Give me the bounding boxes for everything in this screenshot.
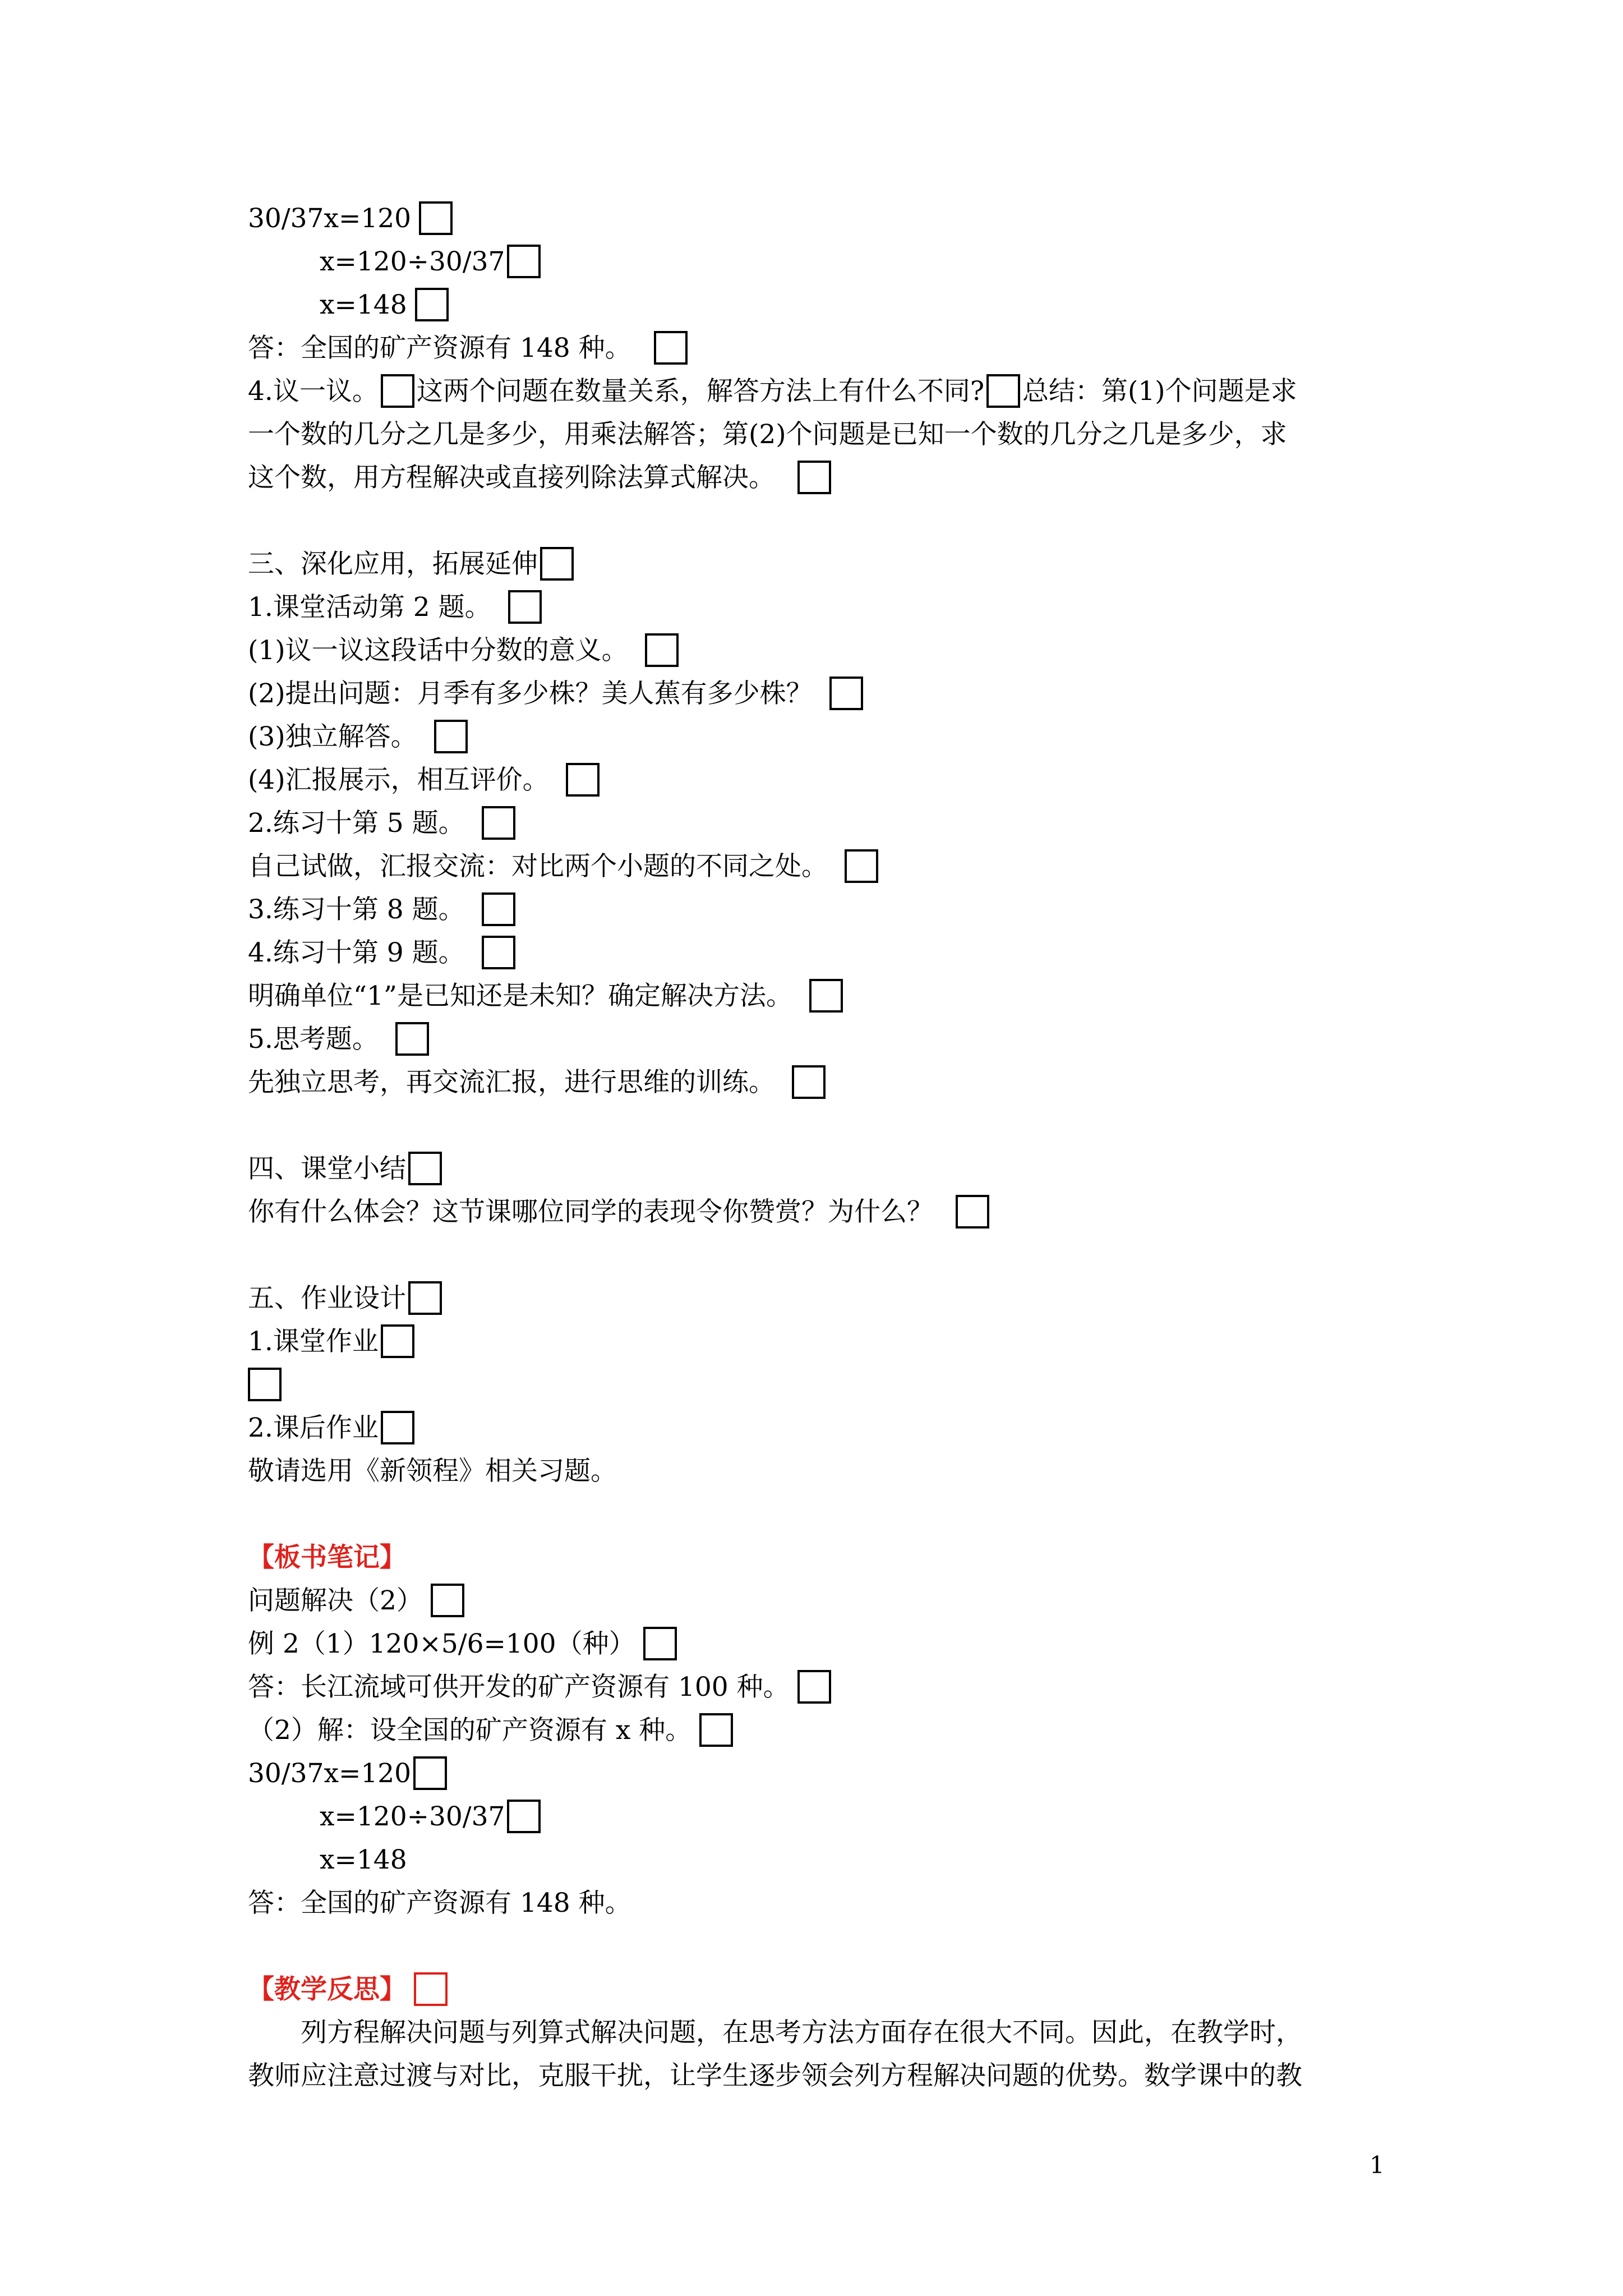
list-item: (2)提出问题：月季有多少株？美人蕉有多少株？ <box>248 673 863 715</box>
checkbox[interactable] <box>956 1195 989 1228</box>
checkbox[interactable] <box>797 1670 831 1704</box>
checkbox[interactable] <box>381 1411 414 1444</box>
list-item: 1.课堂活动第 2 题。 <box>248 586 542 629</box>
reflection-heading: 【教学反思】 <box>248 1974 406 2005</box>
section-heading: 五、作业设计 <box>248 1277 444 1320</box>
list-item: 2.练习十第 5 题。 <box>248 802 515 845</box>
board-line: 问题解决（2） <box>248 1580 464 1622</box>
list-item: 敬请选用《新领程》相关习题。 <box>248 1456 617 1487</box>
list-item: (4)汇报展示，相互评价。 <box>248 759 600 802</box>
section-heading: 四、课堂小结 <box>248 1148 444 1190</box>
board-line: 答：全国的矿产资源有 148 种。 <box>248 1888 631 1918</box>
reflection-heading-line <box>248 1968 448 2011</box>
equation-line: 30/37x=120 <box>248 197 453 240</box>
list-item: 先独立思考，再交流汇报，进行思维的训练。 <box>248 1061 826 1104</box>
board-notes-heading: 【板书笔记】 <box>248 1542 406 1573</box>
list-item: 1.课堂作业 <box>248 1320 417 1363</box>
checkbox[interactable] <box>248 1368 282 1401</box>
checkbox[interactable] <box>845 849 878 883</box>
list-item: 自己试做，汇报交流：对比两个小题的不同之处。 <box>248 845 878 888</box>
section-heading: 三、深化应用，拓展延伸 <box>248 543 576 586</box>
equation-line: x=148 <box>320 284 449 326</box>
checkbox[interactable] <box>699 1713 733 1747</box>
checkbox[interactable] <box>809 979 843 1013</box>
checkbox[interactable] <box>566 763 600 797</box>
list-item: 4.练习十第 9 题。 <box>248 932 515 974</box>
checkbox[interactable] <box>482 892 515 926</box>
equation-line: x=120÷30/37 <box>320 241 543 283</box>
checkbox[interactable] <box>413 1756 447 1790</box>
list-item: (1)议一议这段话中分数的意义。 <box>248 629 679 672</box>
checkbox[interactable] <box>415 288 449 321</box>
checkbox[interactable] <box>408 1152 442 1185</box>
paragraph-line: 教师应注意过渡与对比，克服干扰，让学生逐步领会列方程解决问题的优势。数学课中的教 <box>248 2060 1302 2091</box>
page-number: 1 <box>1370 2151 1385 2179</box>
board-line: 答：长江流域可供开发的矿产资源有 100 种。 <box>248 1666 831 1709</box>
checkbox[interactable] <box>654 331 688 365</box>
paragraph-line: 你有什么体会？这节课哪位同学的表现令你赞赏？为什么？ <box>248 1191 989 1234</box>
list-item: 5.思考题。 <box>248 1018 429 1061</box>
discussion-line: 4.议一议。 这两个问题在数量关系，解答方法上有什么不同? 总结：第(1)个问题是求 <box>248 370 1297 413</box>
board-line: （2）解：设全国的矿产资源有 x 种。 <box>248 1709 733 1752</box>
list-item: 明确单位“1”是已知还是未知？确定解决方法。 <box>248 975 843 1018</box>
paragraph-line: 列方程解决问题与列算式解决问题，在思考方法方面存在很大不同。因此，在教学时， <box>301 2017 1302 2048</box>
checkbox[interactable] <box>419 201 453 235</box>
board-line: 例 2（1）120×5/6=100（种） <box>248 1623 677 1665</box>
checkbox[interactable] <box>986 374 1020 408</box>
paragraph-line: 这个数，用方程解决或直接列除法算式解决。 <box>248 457 831 499</box>
checkbox[interactable] <box>482 936 515 969</box>
checkbox[interactable] <box>508 590 542 624</box>
checkbox[interactable] <box>797 461 831 494</box>
checkbox[interactable] <box>792 1065 826 1099</box>
checkbox[interactable] <box>434 720 468 753</box>
list-item <box>248 1364 282 1406</box>
list-item: (3)独立解答。 <box>248 716 468 758</box>
board-line: x=120÷30/37 <box>320 1796 543 1838</box>
answer-line: 答：全国的矿产资源有 148 种。 <box>248 327 688 370</box>
paragraph-line: 一个数的几分之几是多少，用乘法解答；第(2)个问题是已知一个数的几分之几是多少，求 <box>248 419 1287 450</box>
checkbox[interactable] <box>645 633 679 667</box>
list-item: 3.练习十第 8 题。 <box>248 889 515 931</box>
checkbox[interactable] <box>395 1022 429 1056</box>
checkbox[interactable] <box>482 806 515 840</box>
checkbox[interactable] <box>507 245 541 278</box>
checkbox[interactable] <box>643 1627 677 1660</box>
checkbox[interactable] <box>381 374 414 408</box>
checkbox[interactable] <box>414 1972 448 2006</box>
list-item: 2.课后作业 <box>248 1407 417 1450</box>
board-line: 30/37x=120 <box>248 1752 449 1795</box>
checkbox[interactable] <box>381 1324 414 1358</box>
board-line: x=148 <box>320 1844 407 1875</box>
checkbox[interactable] <box>431 1584 464 1617</box>
checkbox[interactable] <box>829 677 863 710</box>
checkbox[interactable] <box>408 1281 442 1315</box>
checkbox[interactable] <box>540 547 574 581</box>
checkbox[interactable] <box>507 1800 541 1833</box>
